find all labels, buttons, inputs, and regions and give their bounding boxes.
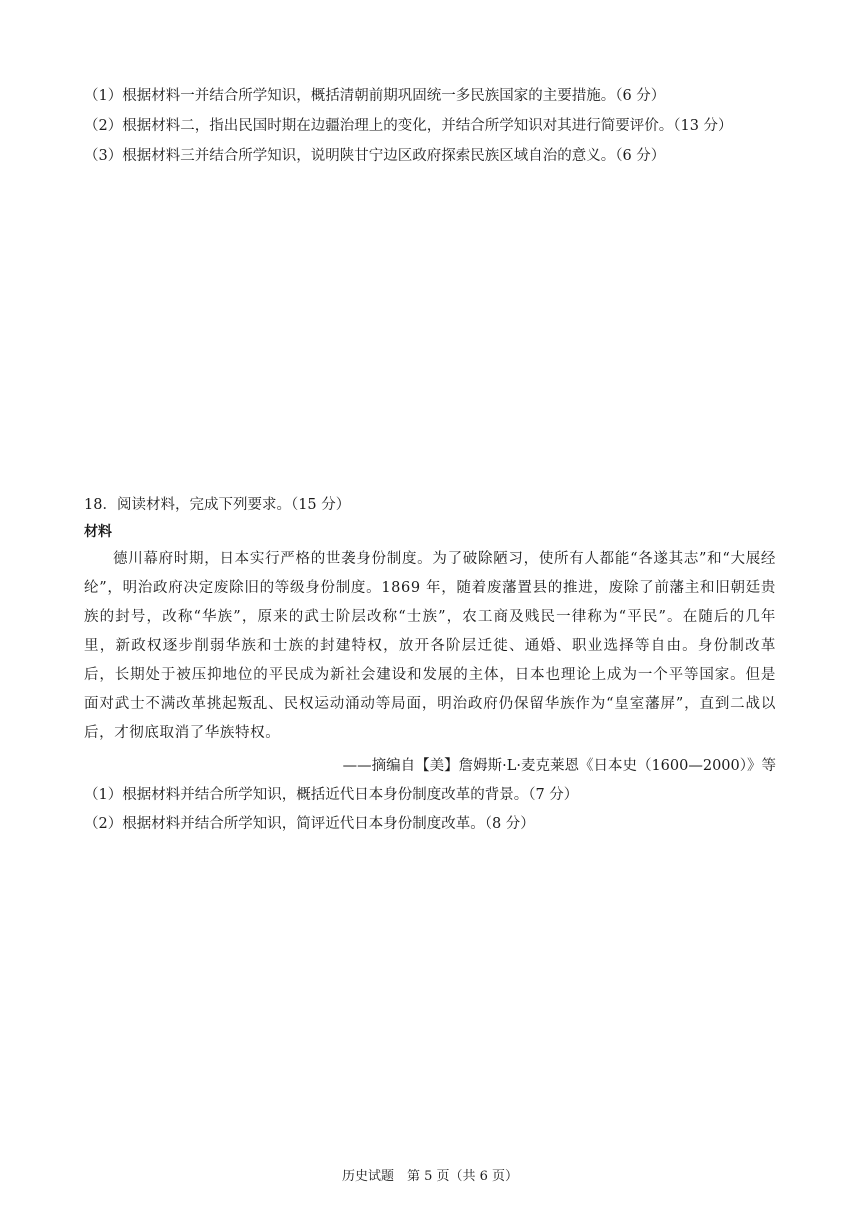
question-17-2: （2）根据材料二，指出民国时期在边疆治理上的变化，并结合所学知识对其进行简要评价。（13 分） (84, 118, 733, 134)
question-18-2: （2）根据材料并结合所学知识，简评近代日本身份制度改革。（8 分） (84, 816, 535, 832)
question-17-3: （3）根据材料三并结合所学知识，说明陕甘宁边区政府探索民族区域自治的意义。（6 分） (84, 148, 666, 164)
page-footer: 历史试题 第 5 页（共 6 页） (341, 1169, 519, 1184)
material-label: 材料 (84, 524, 112, 540)
material-paragraph: 德川幕府时期，日本实行严格的世袭身份制度。为了破除陋习，使所有人都能“各遂其志”和“大展经纶”，明治政府决定废除旧的等级身份制度。1869 年，随着废藩置县的推进，废除了前藩主和旧朝廷贵族的封号，改称“华族”，原来的武士阶层改称“士族”，农工商及贱民一律称为“平民”。在随后的几年里，新政权逐步削弱华族和士族的封建特权，放开各阶层迁徙、通婚、职业选择等自由。身份制改革后，长期处于被压抑地位的平民成为新社会建设和发展的主体，日本也理论上成为一个平等国家。但是面对武士不满改革挑起叛乱、民权运动涌动等局面，明治政府仍保留华族作为“皇室藩屏”，直到二战以后，才彻底取消了华族特权。 (84, 551, 776, 741)
question-18-1: （1）根据材料并结合所学知识，概括近代日本身份制度改革的背景。（7 分） (84, 787, 579, 803)
question-17-1: （1）根据材料一并结合所学知识，概括清朝前期巩固统一多民族国家的主要措施。（6 分） (84, 88, 666, 104)
question-18-heading: 18．阅读材料，完成下列要求。（15 分） (84, 497, 351, 513)
material-source: ——摘编自【美】詹姆斯·L·麦克莱恩《日本史（1600—2000）》等 (342, 758, 776, 774)
